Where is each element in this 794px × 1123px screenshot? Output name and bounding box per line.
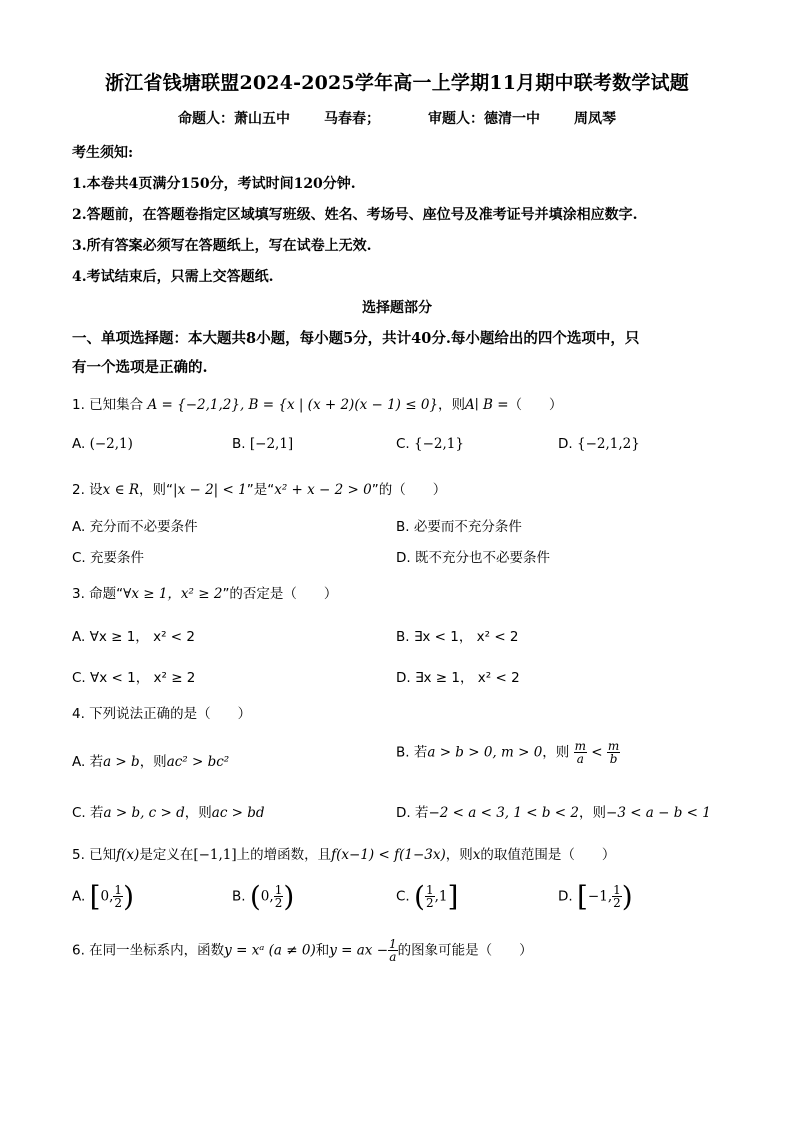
q1-option-d: D. {−2,1,2} — [558, 436, 640, 452]
q4-option-c: C. 若a > b, c > d，则ac > bd — [72, 805, 265, 821]
q4-option-b: B. 若a > b > 0, m > 0，则 $\frac{m}{a}$ < $\frac{m}{b}$ — [396, 739, 620, 766]
question-1-stem: 1. 已知集合 A = {−2,1,2}, B = {x | (x + 2)(x − 1) ≤ 0}，则A∣ B =（ ） — [72, 397, 563, 413]
question-2-stem: 2. 设x ∈ R，则“|x − 2| < 1”是“x² + x − 2 > 0”的（ ） — [72, 482, 447, 498]
q3-option-a: A. ∀x ≥ 1， x² < 2 — [72, 629, 195, 645]
q1-option-a: A. (−2,1) — [72, 436, 133, 452]
q2-option-a: A. 充分而不必要条件 — [72, 519, 198, 535]
authors-line — [0, 108, 794, 128]
notice-item-3: 3.所有答案必须写在答题纸上，写在试卷上无效. — [72, 238, 372, 254]
question-4-stem: 4. 下列说法正确的是（ ） — [72, 706, 252, 722]
q4-option-d: D. 若−2 < a < 3, 1 < b < 2，则−3 < a − b < 1 — [396, 805, 711, 821]
q4-option-a: A. 若a > b，则ac² > bc² — [72, 754, 230, 770]
q5-option-b: B. (0, $\frac{1}{2}$ ) — [232, 880, 295, 913]
fraction-m-over-b: $\frac{m}{b}$ — [607, 739, 620, 766]
q2-option-c: C. 充要条件 — [72, 550, 145, 566]
part-title: 选择题部分 — [362, 300, 432, 316]
q3-option-c: C. ∀x < 1， x² ≥ 2 — [72, 670, 196, 686]
q5-option-d: D. [−1, $\frac{1}{2}$ ) — [558, 880, 633, 913]
reviewer-name: 周凤琴 — [574, 111, 616, 127]
question-3-stem: 3. 命题“∀x ≥ 1，x² ≥ 2”的否定是（ ） — [72, 586, 338, 602]
q5-option-c: C. ( $\frac{1}{2}$ ,1] — [396, 880, 459, 913]
reviewer-label: 审题人：德清一中 — [428, 111, 540, 127]
section-instruction-1: 一、单项选择题：本大题共8小题，每小题5分，共计40分.每小题给出的四个选项中，只 — [72, 330, 640, 347]
q2-option-b: B. 必要而不充分条件 — [396, 519, 522, 535]
notice-item-2: 2.答题前，在答题卷指定区域填写班级、姓名、考场号、座位号及准考证号并填涂相应数字. — [72, 207, 638, 223]
notice-item-4: 4.考试结束后，只需上交答题纸. — [72, 269, 274, 285]
exam-title: 浙江省钱塘联盟2024-2025学年高一上学期11月期中联考数学试题 — [105, 72, 689, 94]
q5-option-a: A. [0, $\frac{1}{2}$ ) — [72, 880, 134, 913]
question-6-stem: 6. 在同一坐标系内，函数y = xᵃ (a ≠ 0)和y = ax − $\frac{1}{a}$ 的图象可能是（ ） — [72, 937, 533, 964]
q1-option-c: C. {−2,1} — [396, 436, 464, 452]
section-instruction-2: 有一个选项是正确的. — [72, 359, 208, 376]
q3-option-b: B. ∃x < 1， x² < 2 — [396, 629, 519, 645]
author-name: 马春春； — [324, 111, 380, 127]
fraction-1-over-a: $\frac{1}{a}$ — [389, 937, 397, 964]
question-5-stem: 5. 已知f(x)是定义在[−1,1]上的增函数，且f(x−1) < f(1−3x)，则x的取值范围是（ ） — [72, 847, 616, 863]
fraction-m-over-a: $\frac{m}{a}$ — [574, 739, 586, 766]
notice-heading: 考生须知: — [72, 145, 134, 161]
author-label: 命题人：萧山五中 — [178, 111, 290, 127]
q1-option-b: B. [−2,1] — [232, 436, 294, 452]
q3-option-d: D. ∃x ≥ 1， x² < 2 — [396, 670, 520, 686]
q2-option-d: D. 既不充分也不必要条件 — [396, 550, 550, 566]
notice-item-1: 1.本卷共4页满分150分，考试时间120分钟. — [72, 176, 356, 192]
